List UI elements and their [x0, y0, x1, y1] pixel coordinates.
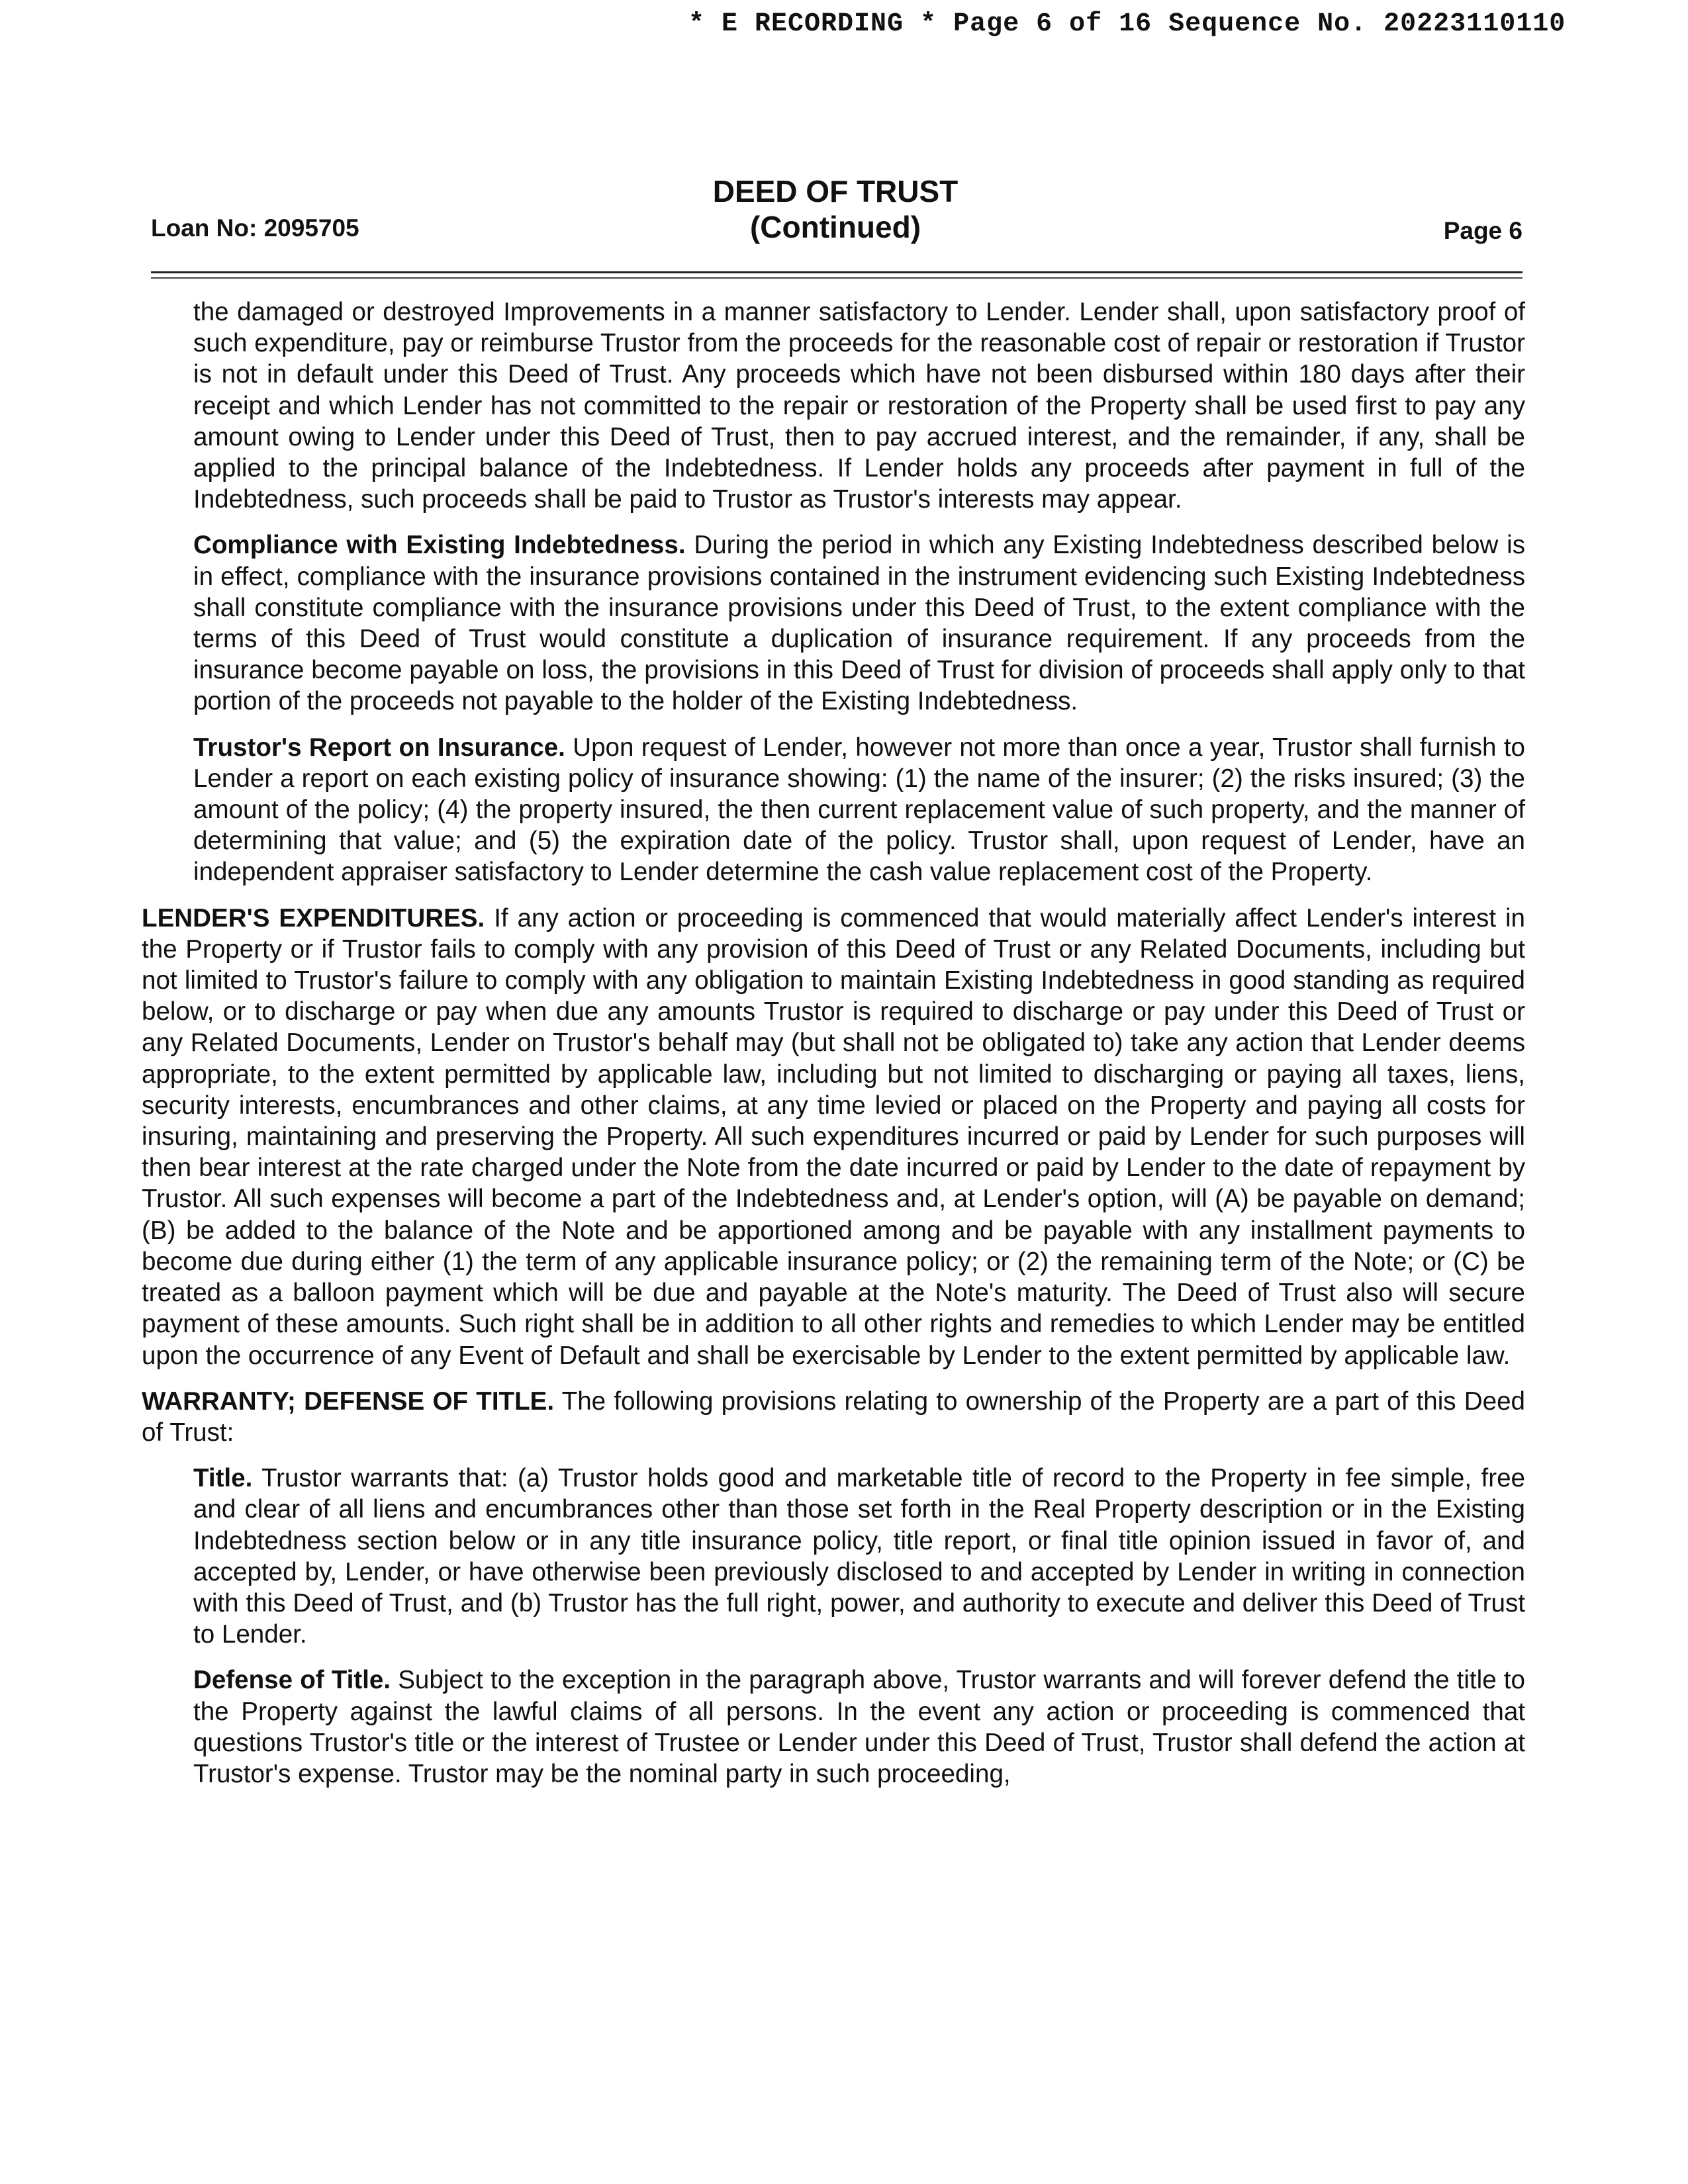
paragraph-text: Upon request of Lender, however not more than once a year, Trustor shall furnish to Lender a report on each existing policy of insurance showing: (1) the name of the insurer; (2) the risks insured; (3) the amount of the policy; (4) the property insured, the then current replacement value of such property, and the manner of determining that value; and (5) the expiration date of the policy. Trustor shall, upon request of Lender, have an independent appraiser satisfactory to Lender determine the cash value replacement cost of the Property. [193, 733, 1525, 887]
paragraph-text: The following provisions relating to ownership of the Property are a part of this Deed of Trust: [142, 1387, 1525, 1447]
paragraph-compliance-existing-indebtedness [193, 529, 1525, 717]
loan-number: Loan No: 2095705 [151, 214, 359, 242]
section-heading: WARRANTY; DEFENSE OF TITLE. [142, 1387, 555, 1416]
paragraph-report-on-insurance [193, 732, 1525, 888]
title-line-1: DEED OF TRUST [712, 174, 959, 208]
paragraph-text: Trustor warrants that: (a) Trustor holds good and marketable title of record to the Property in fee simple, free and clear of all liens and encumbrances other than those set forth in the Real Property description or in the Existing Indebtedness section below or in any title insurance policy, title report, or final title opinion issued in favor of, and accepted by, Lender, or have otherwise been previously disclosed to and accepted by Lender in writing in connection with this Deed of Trust, and (b) Trustor has the full right, power, and authority to execute and deliver this Deed of Trust to Lender. [193, 1464, 1525, 1649]
header-rule-secondary [151, 277, 1523, 279]
paragraph-lenders-expenditures [142, 903, 1525, 1371]
document-title [148, 173, 1523, 245]
section-heading: Title. [193, 1464, 253, 1493]
paragraph-proceeds [193, 296, 1525, 515]
paragraph-title [193, 1463, 1525, 1650]
document-body [142, 296, 1525, 1804]
page-number: Page 6 [1443, 217, 1523, 244]
paragraph-defense-of-title [193, 1664, 1525, 1790]
paragraph-text: During the period in which any Existing Indebtedness described below is in effect, compliance with the insurance provisions contained in the instrument evidencing such Existing Indebtedness shall constitute compliance with the insurance provisions under this Deed of Trust, to the extent compliance with the terms of this Deed of Trust would constitute a duplication of insurance requirement. If any proceeds from the insurance become payable on loss, the provisions in this Deed of Trust for division of proceeds shall apply only to that portion of the proceeds not payable to the holder of the Existing Indebtedness. [193, 531, 1525, 716]
paragraph-text: Subject to the exception in the paragraph above, Trustor warrants and will forever defend the title to the Property against the lawful claims of all persons. In the event any action or proceeding is commenced that questions Trustor's title or the interest of Trustee or Lender under this Deed of Trust, Trustor shall defend the action at Trustor's expense. Trustor may be the nominal party in such proceeding, [193, 1666, 1525, 1788]
title-line-2: (Continued) [749, 210, 921, 244]
document-header [148, 173, 1523, 253]
section-heading: Defense of Title. [193, 1666, 391, 1695]
paragraph-text: the damaged or destroyed Improvements in a manner satisfactory to Lender. Lender shall, upon satisfactory proof of such expenditure, pay or reimburse Trustor from the proceeds for the reasonable cost of repair or restoration if Trustor is not in default under this Deed of Trust. Any proceeds which have not been disbursed within 180 days after their receipt and which Lender has not committed to the repair or restoration of the Property shall be used first to pay any amount owing to Lender under this Deed of Trust, then to pay accrued interest, and the remainder, if any, shall be applied to the principal balance of the Indebtedness. If Lender holds any proceeds after payment in full of the Indebtedness, such proceeds shall be paid to Trustor as Trustor's interests may appear. [193, 298, 1525, 514]
recording-stamp: * E RECORDING * Page 6 of 16 Sequence No. 20223110110 [688, 9, 1566, 39]
paragraph-text: If any action or proceeding is commenced that would materially affect Lender's interest in the Property or if Trustor fails to comply with any provision of this Deed of Trust or any Related Documents, including but not limited to Trustor's failure to comply with any obligation to maintain Existing Indebtedness in good standing as required below, or to discharge or pay when due any amounts Trustor is required to discharge or pay under this Deed of Trust or any Related Documents, Lender on Trustor's behalf may (but shall not be obligated to) take any action that Lender deems appropriate, to the extent permitted by applicable law, including but not limited to discharging or paying all taxes, liens, security interests, encumbrances and other claims, at any time levied or placed on the Property and paying all costs for insuring, maintaining and preserving the Property. All such expenditures incurred or paid by Lender for such purposes will then bear interest at the rate charged under the Note from the date incurred or paid by Lender to the date of repayment by Trustor. All such expenses will become a part of the Indebtedness and, at Lender's option, will (A) be payable on demand; (B) be added to the balance of the Note and be apportioned among and be payable with any installment payments to become due during either (1) the term of any applicable insurance policy; or (2) the remaining term of the Note; or (C) be treated as a balloon payment which will be due and payable at the Note's maturity. The Deed of Trust also will secure payment of these amounts. Such right shall be in addition to all other rights and remedies to which Lender may be entitled upon the occurrence of any Event of Default and shall be exercisable by Lender to the extent permitted by applicable law. [142, 903, 1526, 1370]
section-heading: LENDER'S EXPENDITURES. [142, 903, 485, 933]
header-rule [151, 271, 1523, 273]
paragraph-warranty-defense-of-title [142, 1386, 1525, 1448]
section-heading: Trustor's Report on Insurance. [193, 733, 565, 762]
section-heading: Compliance with Existing Indebtedness. [193, 531, 686, 560]
